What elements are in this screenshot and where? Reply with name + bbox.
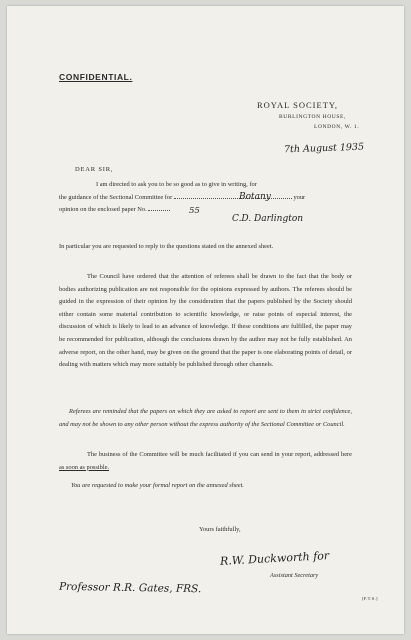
- request-line-2-text: the guidance of the Sectional Committee for: [59, 193, 173, 201]
- handwritten-recipient: Professor R.R. Gates, FRS.: [58, 580, 202, 596]
- handwritten-author: C.D. Darlington: [232, 214, 304, 224]
- paragraph-request: [59, 179, 354, 217]
- committee-blank: [174, 198, 292, 199]
- business-deadline: as soon as possible.: [59, 463, 110, 471]
- handwritten-committee: Botany: [239, 192, 271, 202]
- paper-number-blank: [148, 210, 170, 211]
- address-line-1: BURLINGTON HOUSE,: [279, 114, 346, 120]
- paragraph-formal-report: You are requested to make your formal report on the annexed sheet.: [71, 482, 244, 489]
- handwritten-date: 7th August 1935: [283, 141, 365, 156]
- handwritten-signature: R.W. Duckworth for: [219, 549, 330, 568]
- paragraph-business: [59, 449, 352, 474]
- salutation: DEAR SIR,: [75, 166, 114, 173]
- closing: Yours faithfully,: [199, 526, 241, 533]
- request-line-3-text: opinion on the enclosed paper No.: [59, 206, 147, 214]
- handwritten-paper-number: 55: [189, 206, 200, 216]
- confidential-heading: CONFIDENTIAL.: [59, 72, 133, 82]
- form-code: [F.T.S.]: [362, 596, 378, 601]
- request-line-3: [59, 204, 354, 217]
- paragraph-council: The Council have ordered that the attention of referees shall be drawn to the fact that the body or bodies authorizing publication are not responsible for the opinions expressed by authors. The referees should be guided in the expression of their opinion by the consideration that the papers published by the Society should either contain some material contribution to scientific knowledge, or raise points of especial interest, the discussion of which is likely to lead to an advance of knowledge. If these conditions are fulfilled, the paper may be recommended for publication, although the conclusions drawn by the author may not be fully established. An adverse report, on the other hand, may be given on the ground that the paper is one elaborating points of detail, or dealing with matters which may more suitably be published through other channels.: [59, 273, 352, 369]
- request-line-2: [59, 192, 354, 205]
- organization-name: ROYAL SOCIETY,: [257, 100, 339, 110]
- request-line-2-end: your: [293, 193, 306, 201]
- request-line-1: I am directed to ask you to be so good as to give in writing, for: [96, 181, 257, 188]
- business-text: The business of the Committee will be much facilitated if you can send in your report, addressed here: [87, 451, 352, 458]
- paragraph-confidence: Referees are reminded that the papers on which they are asked to report are sent to them in strict confidence, and may not be shown to any other person without the express authority of the Sectional Committee or Council.: [59, 408, 352, 428]
- letter-sheet: [7, 6, 404, 634]
- address-line-2: LONDON, W. 1.: [314, 124, 360, 130]
- signature-title: Assistant Secretary: [270, 572, 319, 579]
- paragraph-questions: In particular you are requested to reply to the questions stated on the annexed sheet.: [59, 243, 274, 250]
